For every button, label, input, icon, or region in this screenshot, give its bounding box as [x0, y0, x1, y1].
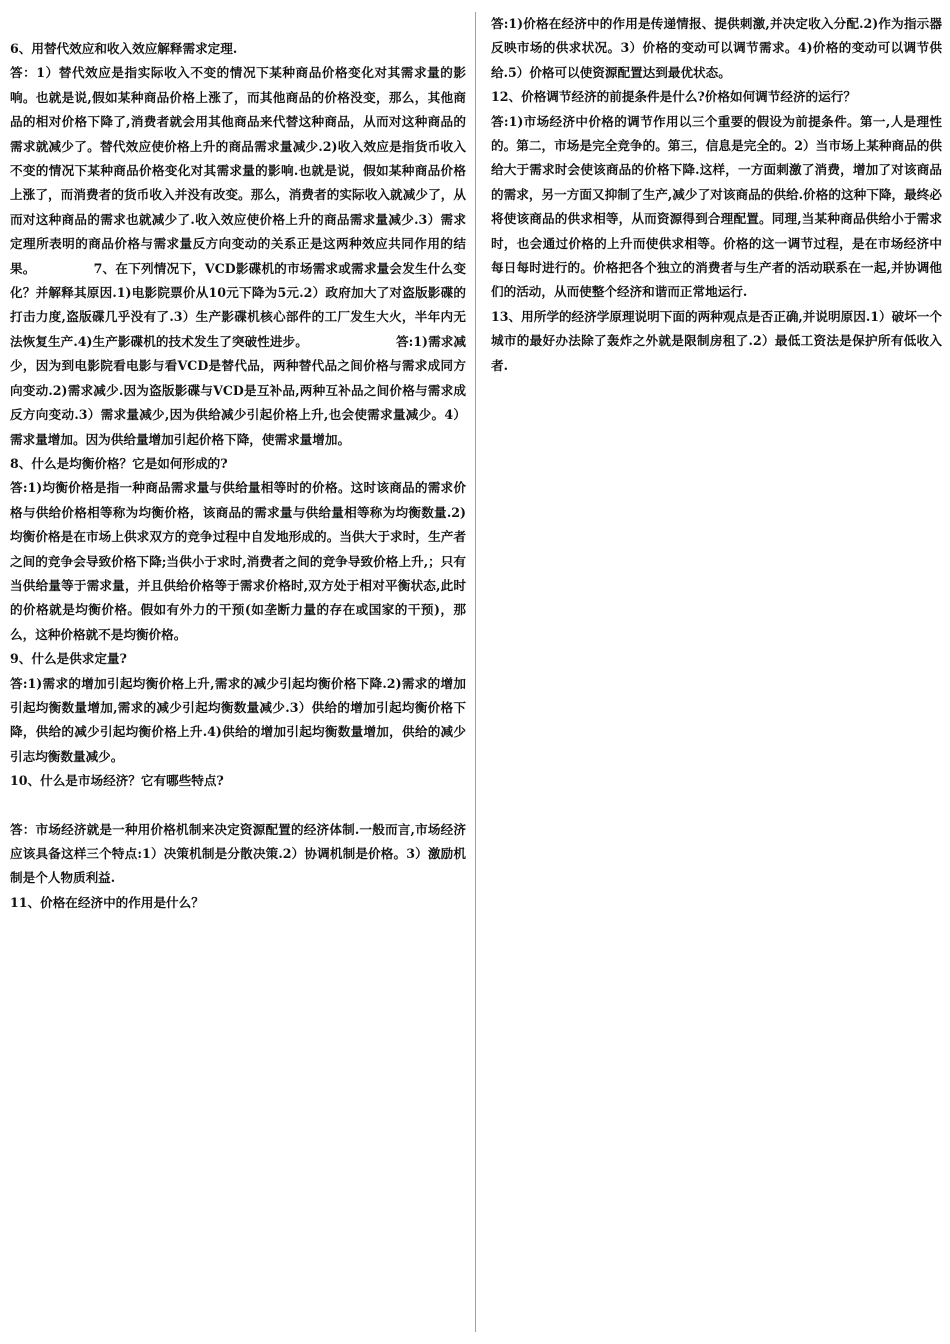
question-12-answer: 答:1)市场经济中价格的调节作用以三个重要的假设为前提条件。第一,人是理性的。第二，市场是完全竞争的。第三，信息是完全的。2）当市场上某种商品的供给大于需求时会使该商品的价格下降.这样，一方面刺激了消费，增加了对该商品的需求，另一方面又抑制了生产,减少了对该商品的供给.价格的这种下降，最终必将使该商品的供求相等，从而资源得到合理配置。同理,当某种商品供给小于需求时，也会通过价格的上升而使供求相等。价格的这一调节过程，是在市场经济中每日每时进行的。价格把各个独立的消费者与生产者的活动联系在一起,并协调他们的活动，从而使整个经济和谐而正常地运行.: [491, 113, 942, 300]
question-11-answer: 答:1)价格在经济中的作用是传递情报、提供刺激,并决定收入分配.2)作为指示器反映市场的供求状况。3）价格的变动可以调节需求。4)价格的变动可以调节供给.5）价格可以使资源配置达到最优状态。: [491, 16, 942, 80]
right-column: [491, 0, 942, 378]
question-11-title: 11、价格在经济中的作用是什么？: [10, 894, 204, 910]
question-6-title: 6、用替代效应和收入效应解释需求定理.: [10, 41, 238, 56]
question-10-answer: 答：市场经济就是一种用价格机制来决定资源配置的经济体制.一般而言,市场经济应该具备这样三个特点:1）决策机制是分散决策.2）协调机制是价格。3）激励机制是个人物质利益.: [10, 821, 466, 886]
question-7-title: 7、在下列情况下，VCD影碟机的市场需求或需求量会发生什么变化？并解释其原因.1)电影院票价从10元下降为5元.2）政府加大了对盗版影碟的打击力度,盗版碟几乎没有了.3）生产影碟机核心部件的工厂发生大火，半年内无法恢复生产.4)生产影碟机的技术发生了突破性进步。: [10, 260, 466, 349]
column-divider: [475, 12, 476, 1332]
question-8-title: 8、什么是均衡价格？它是如何形成的?: [10, 455, 228, 471]
question-6-answer: [10, 61, 466, 452]
question-10-title: 10、什么是市场经济？它有哪些特点?: [10, 773, 224, 789]
question-8-answer: 答:1)均衡价格是指一种商品需求量与供给量相等时的价格。这时该商品的需求价格与供给价格相等称为均衡价格，该商品的需求量与供给量相等称为均衡数量.2)均衡价格是在市场上供求双方的竞争过程中自发地形成的。当供大于求时，生产者之间的竞争会导致价格下降;当供小于求时,消费者之间的竞争导致价格上升,；只有当供给量等于需求量，并且供给价格等于需求价格时,双方处于相对平衡状态,此时的价格就是均衡价格。假如有外力的干预(如垄断力量的存在或国家的干预)，那么，这种价格就不是均衡价格。: [10, 480, 466, 642]
question-9-answer: 答:1)需求的增加引起均衡价格上升,需求的减少引起均衡价格下降.2)需求的增加引起均衡数量增加,需求的减少引起均衡数量减少.3）供给的增加引起均衡价格下降，供给的减少引起均衡价格上升.4)供给的增加引起均衡数量增加，供给的减少引志均衡数量减少。: [10, 675, 466, 764]
left-column: [10, 0, 466, 915]
blank-line: [10, 794, 466, 818]
question-12-title: 12、价格调节经济的前提条件是什么?价格如何调节经济的运行？: [491, 89, 856, 105]
question-6-answer-text: 答：1）替代效应是指实际收入不变的情况下某种商品价格变化对其需求量的影响。也就是说,假如某种商品价格上涨了，而其他商品的价格没变，那么，其他商品的相对价格下降了,消费者就会用其他商品来代替这种商品，从而对这种商品的需求就减少了。替代效应使价格上升的商品需求量减少.2)收入效应是指货币收入不变的情况下某种商品价格变化对其需求量的影响.也就是说，假如某种商品价格上涨了，而消费者的货币收入并没有改变。那么，消费者的实际收入就减少了，从而对这种商品的需求也就减少了.收入效应使价格上升的商品需求量减少.3）需求定理所表明的商品价格与需求量反方向变动的关系正是这两种效应共同作用的结果。: [10, 65, 466, 276]
question-13-title: 13、用所学的经济学原理说明下面的两种观点是否正确,并说明原因.1）破坏一个城市的最好办法除了轰炸之外就是限制房租了.2）最低工资法是保护所有低收入者.: [491, 308, 942, 373]
question-7-answer: 答:1)需求减少，因为到电影院看电影与看VCD是替代品，两种替代品之间价格与需求成同方向变动.2)需求减少.因为盗版影碟与VCD是互补品,两种互补品之间价格与需求成反方向变动.3）需求量减少,因为供给减少引起价格上升,也会使需求量减少。4）需求量增加。因为供给量增加引起价格下降，使需求量增加。: [10, 333, 467, 447]
question-9-title: 9、什么是供求定量?: [10, 651, 127, 667]
